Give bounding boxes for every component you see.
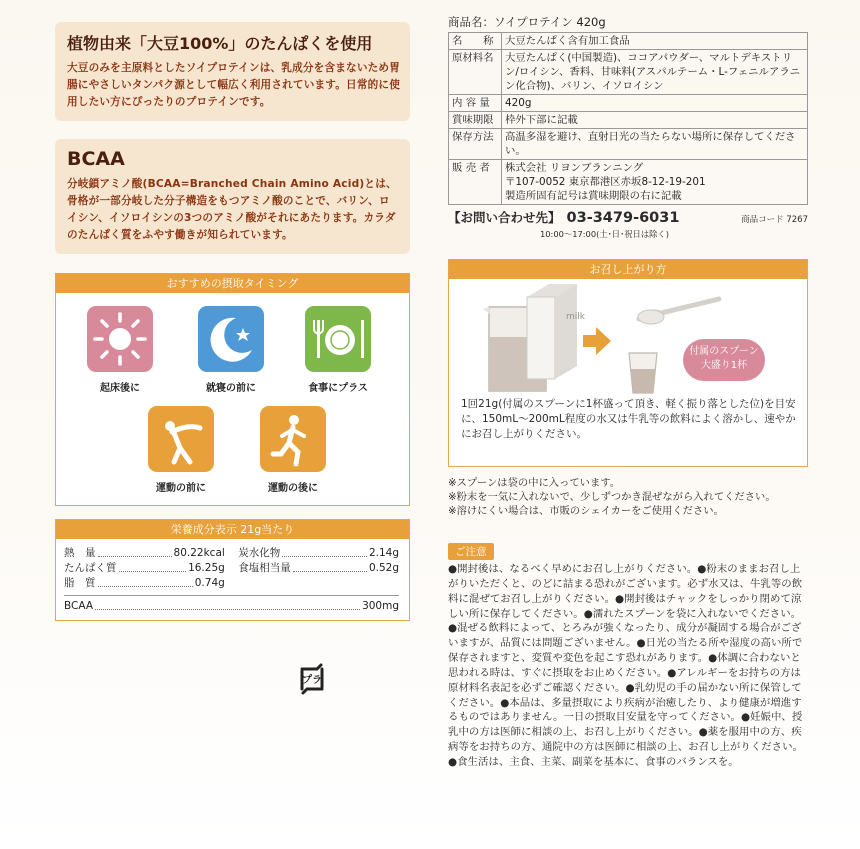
scoop-icon: [638, 299, 719, 324]
nutrition-row-bcaa: [64, 599, 399, 614]
soy-card: [55, 22, 410, 121]
soy-card-title: 植物由来「大豆100%」のたんぱくを使用: [67, 34, 373, 53]
howto-illustration: [449, 279, 807, 466]
moon-icon: [198, 306, 264, 372]
spec-row: [449, 95, 808, 112]
bcaa-card: [55, 139, 410, 254]
spec-key: 内 容 量: [449, 95, 502, 112]
nutrition-row: [64, 561, 399, 576]
timing-panel: [55, 273, 410, 506]
nutrition-row: [64, 576, 399, 591]
timing-label: 食事にプラス: [308, 383, 368, 394]
note-item: ※粉末を一気に入れないで、少しずつかき混ぜながら入れてください。: [448, 491, 776, 503]
caution-text: ●開封後は、なるべく早めにお召し上がりください。●粉末のままお召し上がりいただくと、のどに詰まる恐れがございます。必ず水又は、牛乳等の飲料に混ぜてお召し上がりください。●開封後はチャックをしっかり閉めて涼しい所に保存してください。●濡れたスプーンを袋に入れないでください。●混ぜる飲料によって、とろみが強くなったり、成分が凝固する場合がございますが、品質には問題ございません。●日光の当たる所や湿度の高い所で保存されますと、変質や変色を起こす恐れがあります。●体調に合わないと思われる時は、すぐに摂取をお止めください。●アレルギーをお持ちの方は原材料名表記を必ずご確認ください。●乳幼児の手の届かない所に保管してください。●本品は、多量摂取により疾病が治癒したり、より健康が増進するものではありません。一日の摂取目安量を守ってください。●妊娠中、授乳中の方は医師に相談の上、お召し上がりください。●薬を服用中の方、疾病等をお持ちの方、通院中の方は医師に相談の上、お召し上がりください。●食生活は、主食、主菜、副菜を基本に、食事のバランスを。: [448, 563, 803, 768]
timing-label: 起床後に: [100, 383, 140, 394]
nutrition-row: [64, 546, 399, 561]
spec-row: [449, 33, 808, 50]
spec-key: 賞味期限: [449, 112, 502, 129]
spec-key: 名 称: [449, 33, 502, 50]
howto-panel: [448, 259, 808, 467]
nutrient-value: 300mg: [362, 600, 399, 612]
timing-label: 運動の前に: [156, 483, 206, 494]
runner-icon: [260, 406, 326, 472]
nutrient-value: 2.14g: [368, 547, 399, 559]
nutrient-label: BCAA: [64, 600, 94, 612]
nutrient-value: 0.52g: [368, 562, 399, 574]
timing-label: 運動の後に: [268, 483, 318, 494]
product-code: 商品コード 7267: [741, 215, 808, 225]
caution-badge: ご注意: [448, 543, 494, 560]
product-spec-table: [448, 32, 808, 205]
spec-row: [449, 129, 808, 160]
note-item: ※スプーンは袋の中に入っています。: [448, 477, 621, 489]
spec-value: 大豆たんぱく(中国製造)、ココアパウダー、マルトデキストリン/ロイシン、香料、甘味料(アスパルテーム・L-フェニルアラニン化合物)、バリン、イソロイシン: [502, 50, 808, 95]
nutrient-label: 脂 質: [64, 577, 96, 589]
soy-card-body: 大豆のみを主原料としたソイプロテインは、乳成分を含まないため胃腸にやさしいタンパク源として幅広く利用されています。日常的に使用したい方にぴったりのプロテインです。: [67, 62, 401, 108]
spec-key: 保存方法: [449, 129, 502, 160]
contact-line: [448, 208, 808, 226]
milk-carton-icon: [527, 284, 586, 379]
timing-label: 就寝の前に: [206, 383, 256, 394]
recycle-mark-text: プラ: [302, 675, 322, 686]
nutrient-label: 炭水化物: [238, 547, 281, 559]
arrow-right-icon: [583, 327, 611, 355]
howto-header: お召し上がり方: [449, 260, 807, 279]
timing-item-post-exercise: [252, 406, 334, 494]
timing-item-meal: [297, 306, 379, 394]
note-item: ※溶けにくい場合は、市販のシェイカーをご使用ください。: [448, 505, 724, 517]
nutrient-label: たんぱく質: [64, 562, 117, 574]
spec-value: 株式会社 リヨンブランニング 〒107-0052 東京都港区赤坂8-12-19-201 製造所固有記号は賞味期限の右に記載: [502, 160, 808, 205]
spec-row: [449, 112, 808, 129]
plate-icon: [305, 306, 371, 372]
spec-row: [449, 50, 808, 95]
nutrition-table: [56, 539, 409, 620]
bcaa-card-title: BCAA: [67, 148, 125, 170]
spec-row: [449, 160, 808, 205]
nutrient-label: 食塩相当量: [238, 562, 291, 574]
spec-value: 420g: [502, 95, 808, 112]
product-title: 商品名：ソイプロテイン 420g: [448, 15, 606, 29]
contact-label: 【お問い合わせ先】: [448, 210, 561, 225]
timing-item-wake: [79, 306, 161, 394]
contact-phone: 03-3479-6031: [566, 210, 680, 226]
nutrient-value: 80.22kcal: [173, 547, 225, 559]
spec-value: 枠外下部に記載: [502, 112, 808, 129]
spec-value: 大豆たんぱく含有加工食品: [502, 33, 808, 50]
nutrient-value: 16.25g: [188, 562, 225, 574]
timing-item-bedtime: [190, 306, 272, 394]
timing-grid: [56, 293, 409, 505]
howto-text: 1回21g(付属のスプーンに1杯盛って頂き、軽く振り落とした位)を目安に、150mL～200mL程度の水又は牛乳等の飲料によく溶かし、速やかにお召し上がりください。: [461, 398, 796, 440]
contact-hours: 10:00～17:00(土･日･祝日は除く): [540, 229, 669, 239]
nutrition-panel: [55, 519, 410, 621]
timing-item-pre-exercise: [140, 406, 222, 494]
carton-label: milk: [566, 312, 585, 322]
sun-icon: [87, 306, 153, 372]
glass-icon: [629, 353, 657, 393]
bcaa-card-body: 分岐鎖アミノ酸(BCAA=Branched Chain Amino Acid)とは、骨格が一部分岐した分子構造をもつアミノ酸のことで、バリン、ロイシン、イソロイシンの3つのアミノ酸がそれにあたります。カラダのたんぱく質をふやす働きが知られています。: [67, 178, 397, 241]
spec-value: 高温多湿を避け、直射日光の当たらない場所に保存してください。: [502, 129, 808, 160]
spec-key: 原材料名: [449, 50, 502, 95]
recycle-plastic-icon: [297, 661, 327, 697]
timing-header: おすすめの摂取タイミング: [56, 274, 409, 293]
stretch-icon: [148, 406, 214, 472]
spoon-note: 付属のスプーン 大盛り1杯: [683, 339, 765, 381]
notes-list: [448, 476, 808, 518]
nutrient-label: 熱 量: [64, 547, 96, 559]
right-column: [448, 14, 808, 770]
nutrient-value: 0.74g: [194, 577, 225, 589]
spec-key: 販 売 者: [449, 160, 502, 205]
nutrition-header: 栄養成分表示 21g当たり: [56, 520, 409, 539]
left-column: [55, 22, 410, 621]
